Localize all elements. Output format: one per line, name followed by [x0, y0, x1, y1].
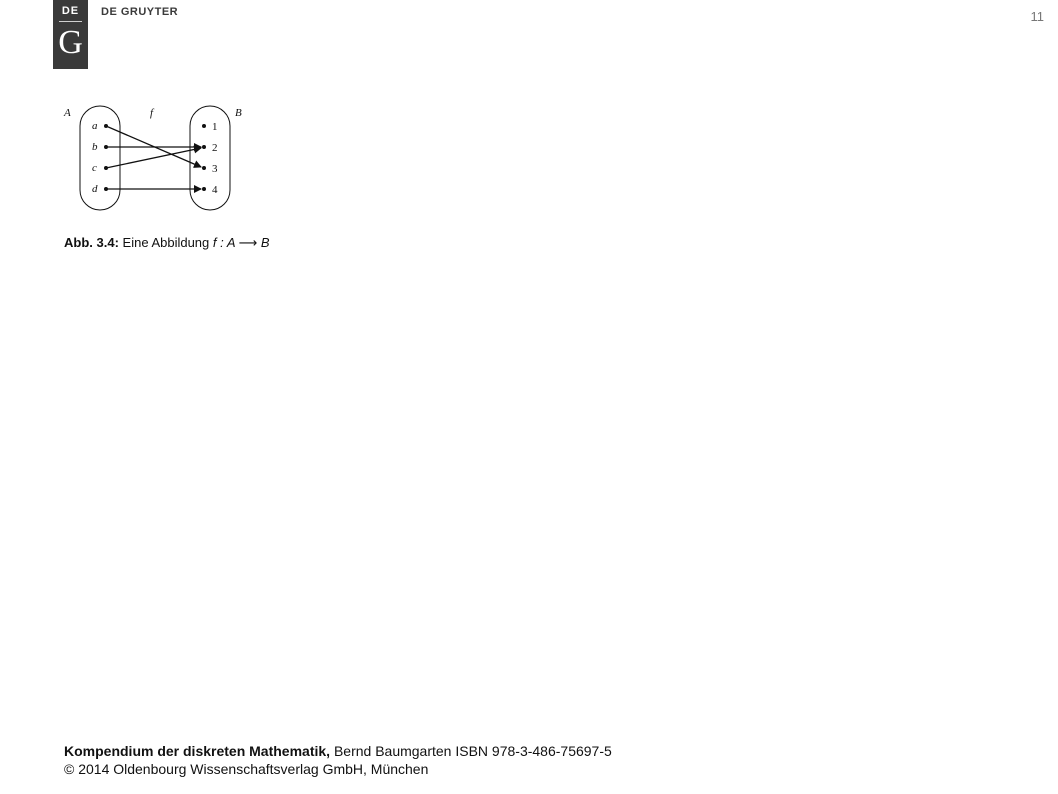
- mapping-diagram-svg: [60, 98, 260, 218]
- codomain-element-1: 1: [212, 121, 218, 133]
- codomain-dot-4: [202, 187, 206, 191]
- page-footer: [64, 742, 612, 778]
- codomain-dot-2: [202, 145, 206, 149]
- publisher-logo: [53, 0, 88, 69]
- set-b-label: B: [235, 107, 242, 119]
- codomain-element-3: 3: [212, 163, 218, 175]
- caption-text: Eine Abbildung: [122, 235, 213, 250]
- footer-copyright: © 2014 Oldenbourg Wissenschaftsverlag GmbH, München: [64, 761, 429, 777]
- codomain-element-2: 2: [212, 142, 218, 154]
- book-info: Bernd Baumgarten ISBN 978-3-486-75697-5: [330, 743, 612, 759]
- function-label: f: [150, 107, 154, 119]
- set-a-outline: [80, 106, 120, 210]
- codomain-dot-1: [202, 124, 206, 128]
- logo-letter: G: [58, 24, 83, 61]
- book-title: Kompendium der diskreten Mathematik,: [64, 743, 331, 759]
- caption-math: f : A ⟶ B: [212, 235, 270, 250]
- footer-citation: [64, 742, 612, 760]
- logo-top-text: DE: [61, 5, 80, 17]
- set-b-outline: [190, 106, 230, 210]
- figure-caption: [64, 235, 270, 251]
- domain-element-c: c: [92, 162, 97, 174]
- domain-element-b: b: [92, 141, 98, 153]
- page-number: 11: [1030, 9, 1044, 24]
- caption-label: Abb. 3.4:: [64, 235, 119, 250]
- domain-element-a: a: [92, 120, 98, 132]
- logo-divider: [59, 21, 82, 22]
- domain-element-d: d: [92, 183, 98, 195]
- set-a-label: A: [64, 107, 71, 119]
- publisher-name: DE GRUYTER: [101, 6, 179, 18]
- codomain-dot-3: [202, 166, 206, 170]
- codomain-element-4: 4: [212, 184, 218, 196]
- mapping-diagram: [60, 98, 260, 218]
